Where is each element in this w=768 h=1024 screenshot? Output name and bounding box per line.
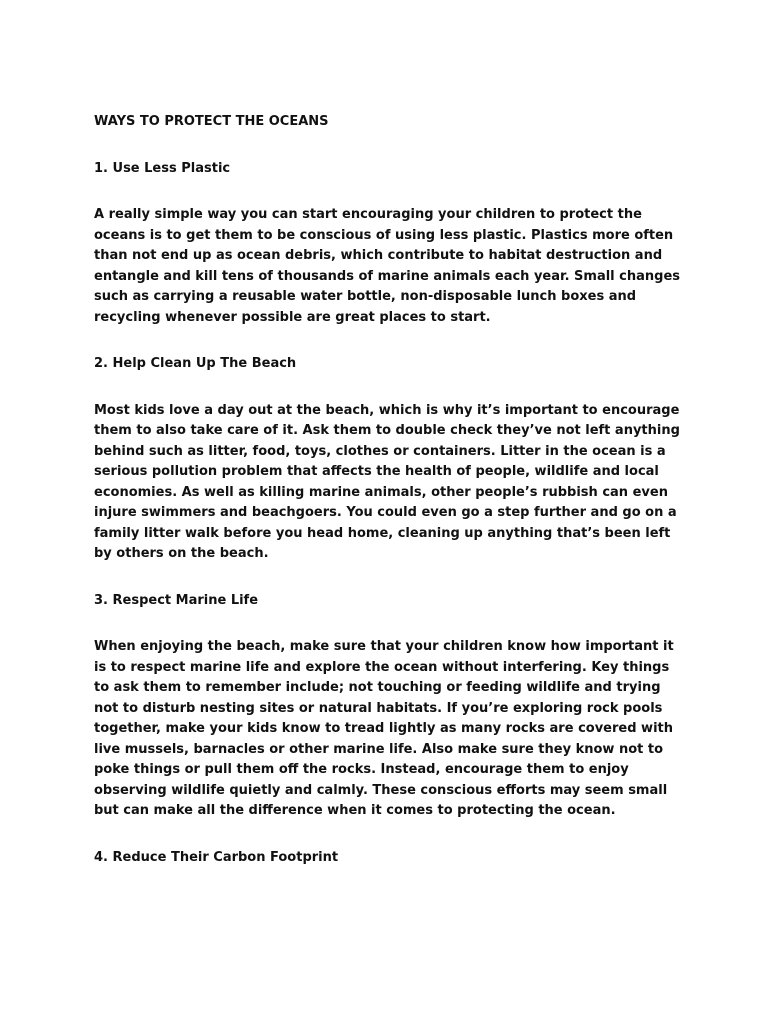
section-body-clean-beach: Most kids love a day out at the beach, which is why it’s important to encourage them to also take care of it. Ask them to double check they’ve not left anything behind such as litter, food, toys, clothes or containers. Litter in the ocean is a serious pollution problem that affects the health of people, wildlife and local economies. As well as killing marine animals, other people’s rubbish can even injure swimmers and beachgoers. You could even go a step further and go on a family litter walk before you head home, cleaning up anything that’s been left by others on the beach. bbox=[94, 402, 680, 561]
document-title: WAYS TO PROTECT THE OCEANS bbox=[94, 114, 329, 129]
section-body-use-less-plastic: A really simple way you can start encouraging your children to protect the oceans is to get them to be conscious of using less plastic. Plastics more often than not end up as ocean debris, which contribute to habitat destruction and entangle and kill tens of thousands of marine animals each year. Small changes such as carrying a reusable water bottle, non-disposable lunch boxes and recycling whenever possible are great places to start. bbox=[94, 207, 681, 325]
section-heading-use-less-plastic: 1. Use Less Plastic bbox=[94, 160, 231, 176]
section-heading-clean-beach: 2. Help Clean Up The Beach bbox=[94, 356, 297, 371]
section-heading-carbon-footprint: 4. Reduce Their Carbon Footprint bbox=[94, 849, 339, 865]
section-body-respect-marine-life: When enjoying the beach, make sure that your children know how important it is to respect marine life and explore the ocean without interfering. Key things to ask them to remember include; not touching or feeding wildlife and trying not to disturb nesting sites or natural habitats. If you’re exploring rock pools together, make your kids know to tread lightly as many rocks are covered with live mussels, barnacles or other marine life. Also make sure they know not to poke things or pull them off the rocks. Instead, encourage them to enjoy observing wildlife quietly and calmly. These conscious efforts may seem small but can make all the difference when it comes to protecting the ocean. bbox=[94, 639, 674, 818]
document-content bbox=[94, 112, 680, 894]
section-heading-respect-marine-life: 3. Respect Marine Life bbox=[94, 592, 259, 608]
